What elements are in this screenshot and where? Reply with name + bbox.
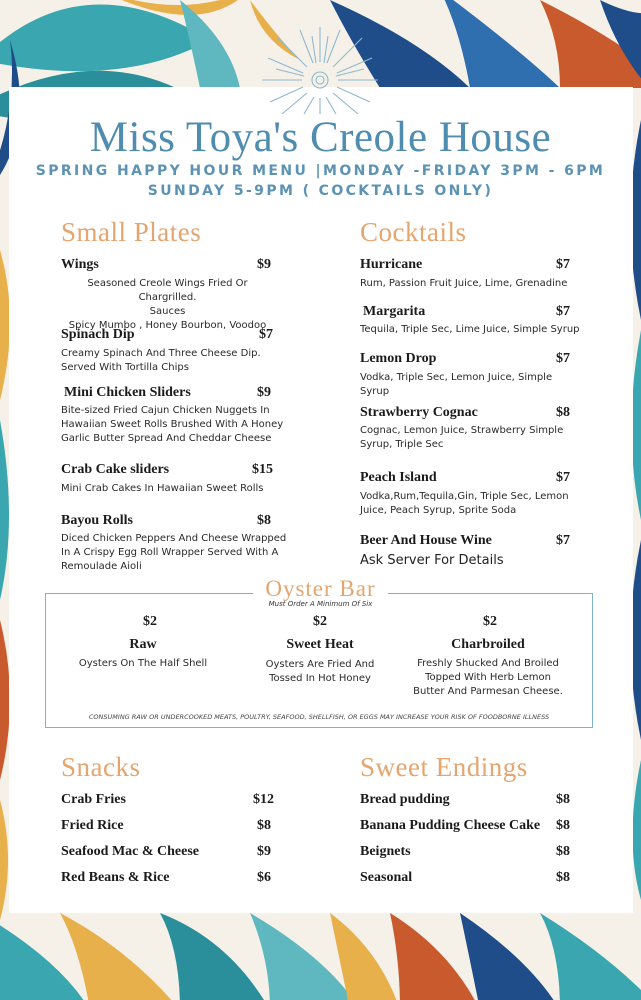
menu-item-price: $7 <box>556 257 570 272</box>
menu-item-name: Strawberry Cognac <box>360 405 478 420</box>
menu-item-price: $8 <box>556 844 570 859</box>
menu-item-price: $7 <box>259 327 273 342</box>
menu-item-name: Lemon Drop <box>360 351 437 366</box>
menu-item-description: Bite-sized Fried Cajun Chicken Nuggets In Hawaiian Sweet Rolls Brushed With A Honey Garlic Butter Spread And Cheddar Cheese <box>61 405 284 444</box>
menu-item-name: Bayou Rolls <box>61 513 133 528</box>
menu-item-description: Mini Crab Cakes In Hawaiian Sweet Rolls <box>61 483 264 494</box>
raw-food-disclaimer: CONSUMING RAW OR UNDERCOOKED MEATS, POULTRY, SEAFOOD, SHELLFISH, OR EGGS MAY INCREASE YOUR RISK OF FOODBORNE ILLNESS <box>88 713 550 721</box>
oyster-description: Freshly Shucked And Broiled Topped With Herb Lemon Butter And Parmesan Cheese. <box>413 658 563 697</box>
menu-item-price: $7 <box>556 351 570 366</box>
menu-item-price: $8 <box>556 870 570 885</box>
menu-item-price: $15 <box>252 462 273 477</box>
menu-item-price: $8 <box>257 513 271 528</box>
menu-item-description: Tequila, Triple Sec, Lime Juice, Simple Syrup <box>360 324 580 335</box>
menu-item-name: Wings <box>61 257 99 272</box>
oyster-description: Oysters Are Fried And Tossed In Hot Honey <box>265 659 375 684</box>
oyster-bar-minimum-note: Must Order A Minimum Of Six <box>268 600 373 608</box>
menu-item-price: $8 <box>556 792 570 807</box>
menu-item-description: Cognac, Lemon Juice, Strawberry Simple Syrup, Triple Sec <box>360 425 564 450</box>
menu-item-name: Crab Fries <box>61 792 126 807</box>
menu-item-name: Seafood Mac & Cheese <box>61 844 200 859</box>
menu-item-name: Margarita <box>363 304 426 319</box>
menu-item-price: $12 <box>253 792 274 807</box>
menu-item-description: Seasoned Creole Wings Fried Or Chargrilled. Sauces Spicy Mumbo , Honey Bourbon, Voodoo <box>68 278 267 331</box>
menu-item-price: $9 <box>257 844 271 859</box>
small-plates-heading: Small Plates <box>61 217 202 247</box>
menu-item-description: Creamy Spinach And Three Cheese Dip. Served With Tortilla Chips <box>61 348 261 373</box>
menu-item-name: Beignets <box>360 844 411 859</box>
menu-item-name: Spinach Dip <box>61 327 135 342</box>
menu-item-name: Beer And House Wine <box>360 533 492 548</box>
restaurant-title: Miss Toya's Creole House <box>89 114 552 161</box>
oyster-price: $2 <box>143 614 157 629</box>
menu-item-price: $7 <box>556 304 570 319</box>
menu-item-name: Peach Island <box>360 470 437 485</box>
menu-item-price: $8 <box>556 818 570 833</box>
menu-item-name: Red Beans & Rice <box>61 870 170 885</box>
oyster-price: $2 <box>313 614 327 629</box>
menu-item-price: $7 <box>556 470 570 485</box>
oyster-name: Charbroiled <box>451 637 525 652</box>
menu-item-price: $6 <box>257 870 271 885</box>
menu-item-price: $9 <box>257 257 271 272</box>
menu-item-price: $8 <box>556 405 570 420</box>
menu-item-name: Bread pudding <box>360 792 450 807</box>
cocktails-heading: Cocktails <box>360 217 467 247</box>
menu-item-price: $9 <box>257 385 271 400</box>
menu-item-price: $8 <box>257 818 271 833</box>
menu-subtitle-line2: SUNDAY 5-9PM ( COCKTAILS ONLY) <box>147 183 494 199</box>
oyster-bar-heading: Oyster Bar <box>0 576 641 602</box>
menu-item-description: Rum, Passion Fruit Juice, Lime, Grenadine <box>360 278 568 289</box>
oyster-name: Sweet Heat <box>286 637 354 652</box>
menu-item-name: Seasonal <box>360 870 413 885</box>
menu-item-name: Crab Cake sliders <box>61 462 170 477</box>
oyster-description: Oysters On The Half Shell <box>78 658 208 669</box>
menu-item-price: $7 <box>556 533 570 548</box>
menu-item-name: Fried Rice <box>61 818 124 833</box>
menu-item-description: Vodka, Triple Sec, Lemon Juice, Simple Syrup <box>360 372 553 397</box>
ask-server-note: Ask Server For Details <box>360 553 504 568</box>
snacks-heading: Snacks <box>61 752 141 782</box>
menu-subtitle-line1: SPRING HAPPY HOUR MENU |MONDAY -FRIDAY 3PM - 6PM <box>35 163 606 179</box>
menu-item-name: Banana Pudding Cheese Cake <box>360 818 541 833</box>
oyster-price: $2 <box>483 614 497 629</box>
menu-item-name: Mini Chicken Sliders <box>64 385 191 400</box>
menu-item-description: Vodka,Rum,Tequila,Gin, Triple Sec, Lemon Juice, Peach Syrup, Sprite Soda <box>360 491 569 516</box>
menu-item-description: Diced Chicken Peppers And Cheese Wrapped In A Crispy Egg Roll Wrapper Served With A Remoulade Aioli <box>61 533 287 572</box>
oyster-name: Raw <box>129 637 157 652</box>
sweet-endings-heading: Sweet Endings <box>360 752 528 782</box>
menu-item-name: Hurricane <box>360 257 423 272</box>
